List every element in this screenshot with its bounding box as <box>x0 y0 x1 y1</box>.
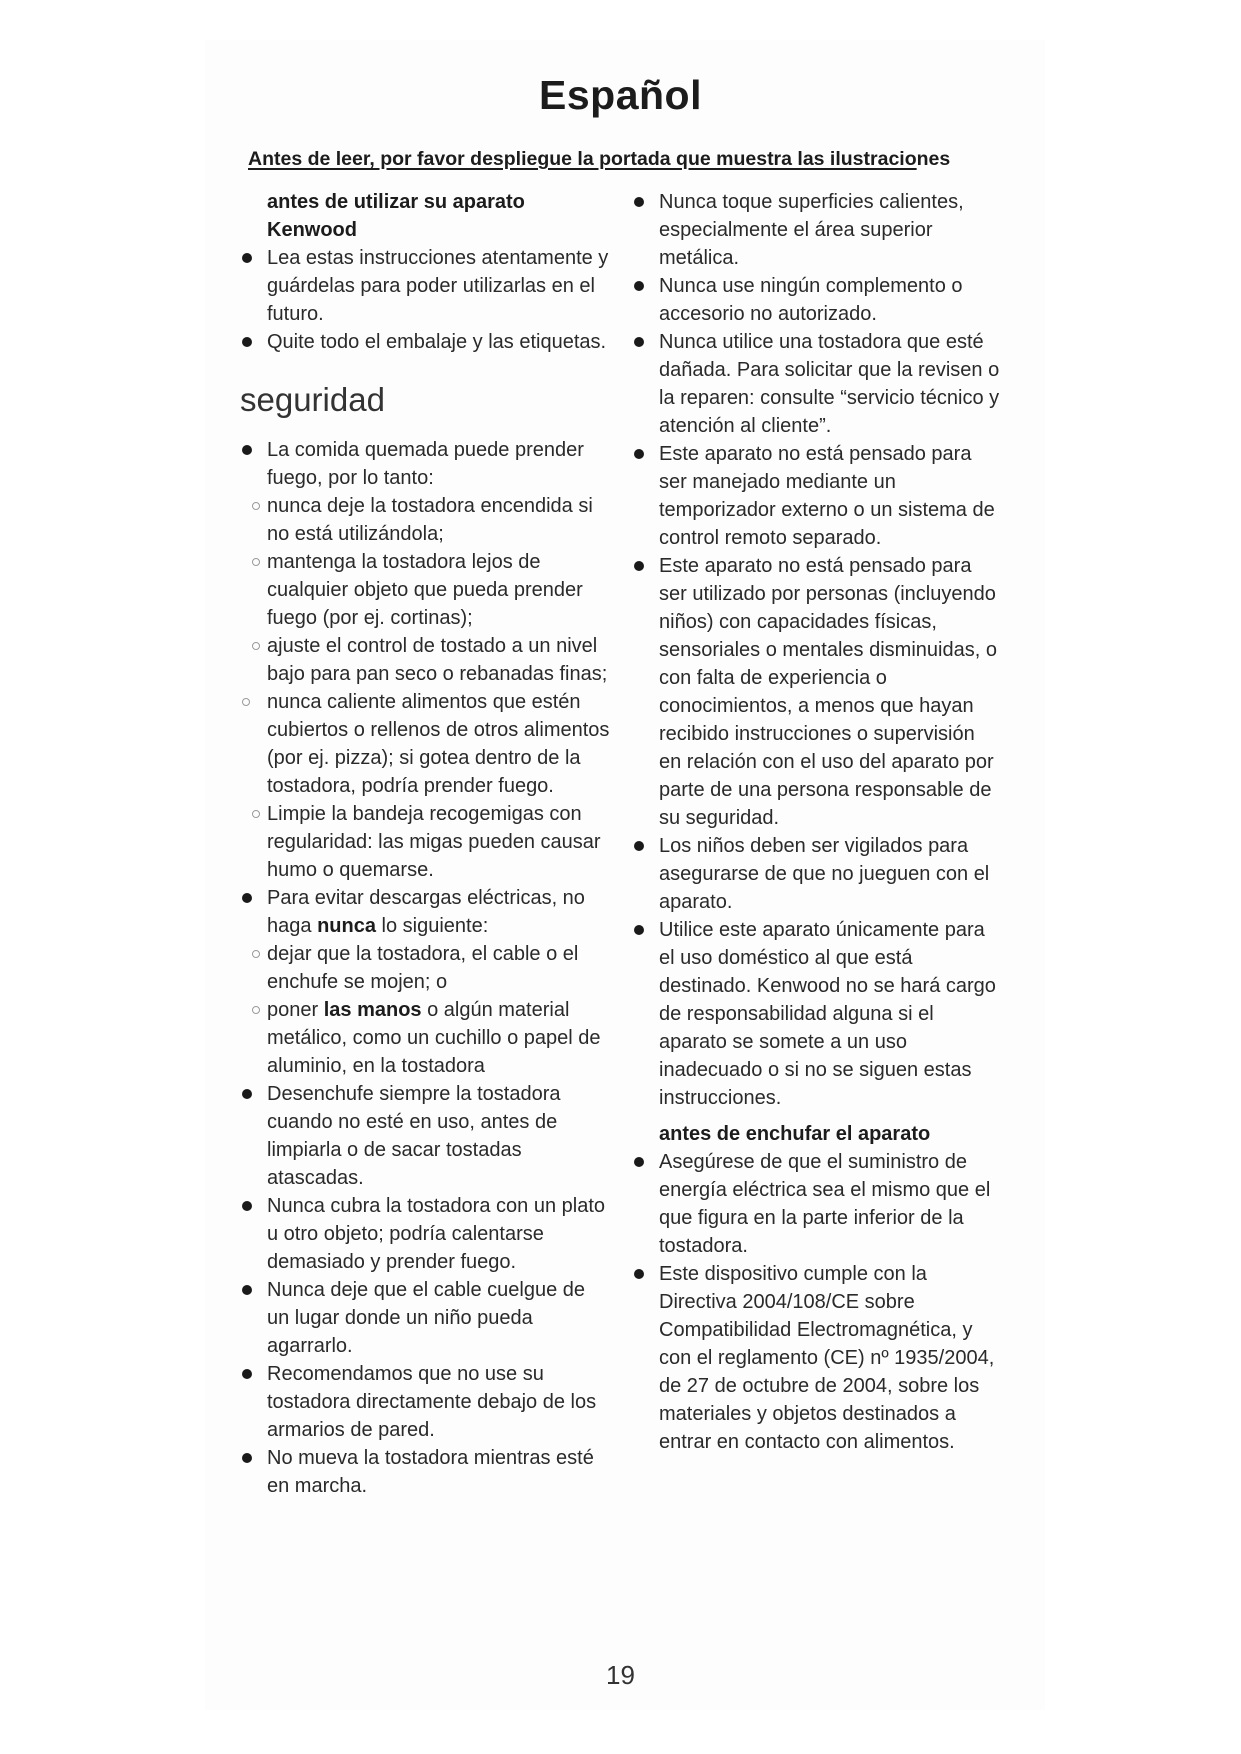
sub-list-item: dejar que la tostadora, el cable o el enchufe se mojen; o <box>240 940 610 996</box>
sub-bullet-icon <box>252 642 260 650</box>
sub-list-item: ajuste el control de tostado a un nivel bajo para pan seco o rebanadas finas; <box>240 632 610 688</box>
bullet-icon <box>242 1285 252 1295</box>
sub-list-item: poner las manos o algún material metálico, como un cuchillo o papel de aluminio, en la tostadora <box>240 996 610 1080</box>
sub-bullet-icon <box>252 1006 260 1014</box>
bullet-icon <box>634 449 644 459</box>
left-column <box>240 188 610 1500</box>
sub-list-item: mantenga la tostadora lejos de cualquier objeto que pueda prender fuego (por ej. cortinas); <box>240 548 610 632</box>
list-item: No mueva la tostadora mientras esté en marcha. <box>240 1444 610 1500</box>
bullet-icon <box>242 337 252 347</box>
bullet-icon <box>634 561 644 571</box>
list-item: Asegúrese de que el suministro de energía eléctrica sea el mismo que el que figura en la parte inferior de la tostadora. <box>632 1148 1002 1260</box>
sub-list-item: nunca deje la tostadora encendida si no está utilizándola; <box>240 492 610 548</box>
list-item: Lea estas instrucciones atentamente y guárdelas para poder utilizarlas en el futuro. <box>240 244 610 328</box>
sub-bullet-icon <box>252 950 260 958</box>
list-item: Este dispositivo cumple con la Directiva 2004/108/CE sobre Compatibilidad Electromagnética, y con el reglamento (CE) nº 1935/2004, de 27 de octubre de 2004, sobre los materiales y objetos destinados a entrar en contacto con alimentos. <box>632 1260 1002 1456</box>
foldout-instruction-underlined: Antes de leer, por favor despliegue la portada que muestra las ilustracio <box>248 148 917 170</box>
before-use-heading: antes de utilizar su aparato Kenwood <box>267 191 525 241</box>
bullet-icon <box>634 1269 644 1279</box>
list-item: Utilice este aparato únicamente para el uso doméstico al que está destinado. Kenwood no se hará cargo de responsabilidad alguna si el aparato se somete a un uso inadecuado o si no se siguen estas instrucciones. <box>632 916 1002 1112</box>
bullet-icon <box>242 1089 252 1099</box>
bullet-icon <box>634 197 644 207</box>
sub-bullet-icon <box>242 698 250 706</box>
list-item: Quite todo el embalaje y las etiquetas. <box>240 328 610 356</box>
list-item: Nunca cubra la tostadora con un plato u otro objeto; podría calentarse demasiado y prender fuego. <box>240 1192 610 1276</box>
bullet-icon <box>634 1157 644 1167</box>
bullet-icon <box>634 337 644 347</box>
list-item: Recomendamos que no use su tostadora directamente debajo de los armarios de pared. <box>240 1360 610 1444</box>
list-item: Este aparato no está pensado para ser manejado mediante un temporizador externo o un sistema de control remoto separado. <box>632 440 1002 552</box>
list-item: Nunca use ningún complemento o accesorio no autorizado. <box>632 272 1002 328</box>
sub-list-item: nunca caliente alimentos que estén cubiertos o rellenos de otros alimentos (por ej. pizza); si gotea dentro de la tostadora, podría prender fuego. <box>240 688 610 800</box>
bullet-icon <box>242 1453 252 1463</box>
list-item: Nunca toque superficies calientes, especialmente el área superior metálica. <box>632 188 1002 272</box>
foldout-instruction-rest: nes <box>916 148 951 170</box>
safety-section-title: seguridad <box>240 381 385 418</box>
bullet-icon <box>242 1201 252 1211</box>
list-item: La comida quemada puede prender fuego, por lo tanto: <box>240 436 610 492</box>
page-number: 19 <box>606 1660 635 1690</box>
bullet-icon <box>242 253 252 263</box>
bullet-icon <box>634 841 644 851</box>
bullet-icon <box>634 925 644 935</box>
list-item: Este aparato no está pensado para ser utilizado por personas (incluyendo niños) con capacidades físicas, sensoriales o mentales disminuidas, o con falta de experiencia o conocimientos, a menos que hayan recibido instrucciones o supervisión en relación con el uso del aparato por parte de una persona responsable de su seguridad. <box>632 552 1002 832</box>
sub-bullet-icon <box>252 558 260 566</box>
list-item: Para evitar descargas eléctricas, no haga nunca lo siguiente: <box>240 884 610 940</box>
foldout-instruction <box>248 148 1028 171</box>
list-item: Los niños deben ser vigilados para asegurarse de que no jueguen con el aparato. <box>632 832 1002 916</box>
bullet-icon <box>634 281 644 291</box>
list-item: Nunca deje que el cable cuelgue de un lugar donde un niño pueda agarrarlo. <box>240 1276 610 1360</box>
bullet-icon <box>242 893 252 903</box>
sub-bullet-icon <box>252 810 260 818</box>
sub-list-item: Limpie la bandeja recogemigas con regularidad: las migas pueden causar humo o quemarse. <box>240 800 610 884</box>
sub-bullet-icon <box>252 502 260 510</box>
list-item: Nunca utilice una tostadora que esté dañada. Para solicitar que la revisen o la reparen: consulte “servicio técnico y atención al cliente”. <box>632 328 1002 440</box>
right-column <box>632 188 1002 1456</box>
page-title: Español <box>539 72 702 118</box>
bullet-icon <box>242 445 252 455</box>
bullet-icon <box>242 1369 252 1379</box>
list-item: Desenchufe siempre la tostadora cuando no esté en uso, antes de limpiarla o de sacar tostadas atascadas. <box>240 1080 610 1192</box>
before-plugging-heading: antes de enchufar el aparato <box>659 1123 931 1145</box>
